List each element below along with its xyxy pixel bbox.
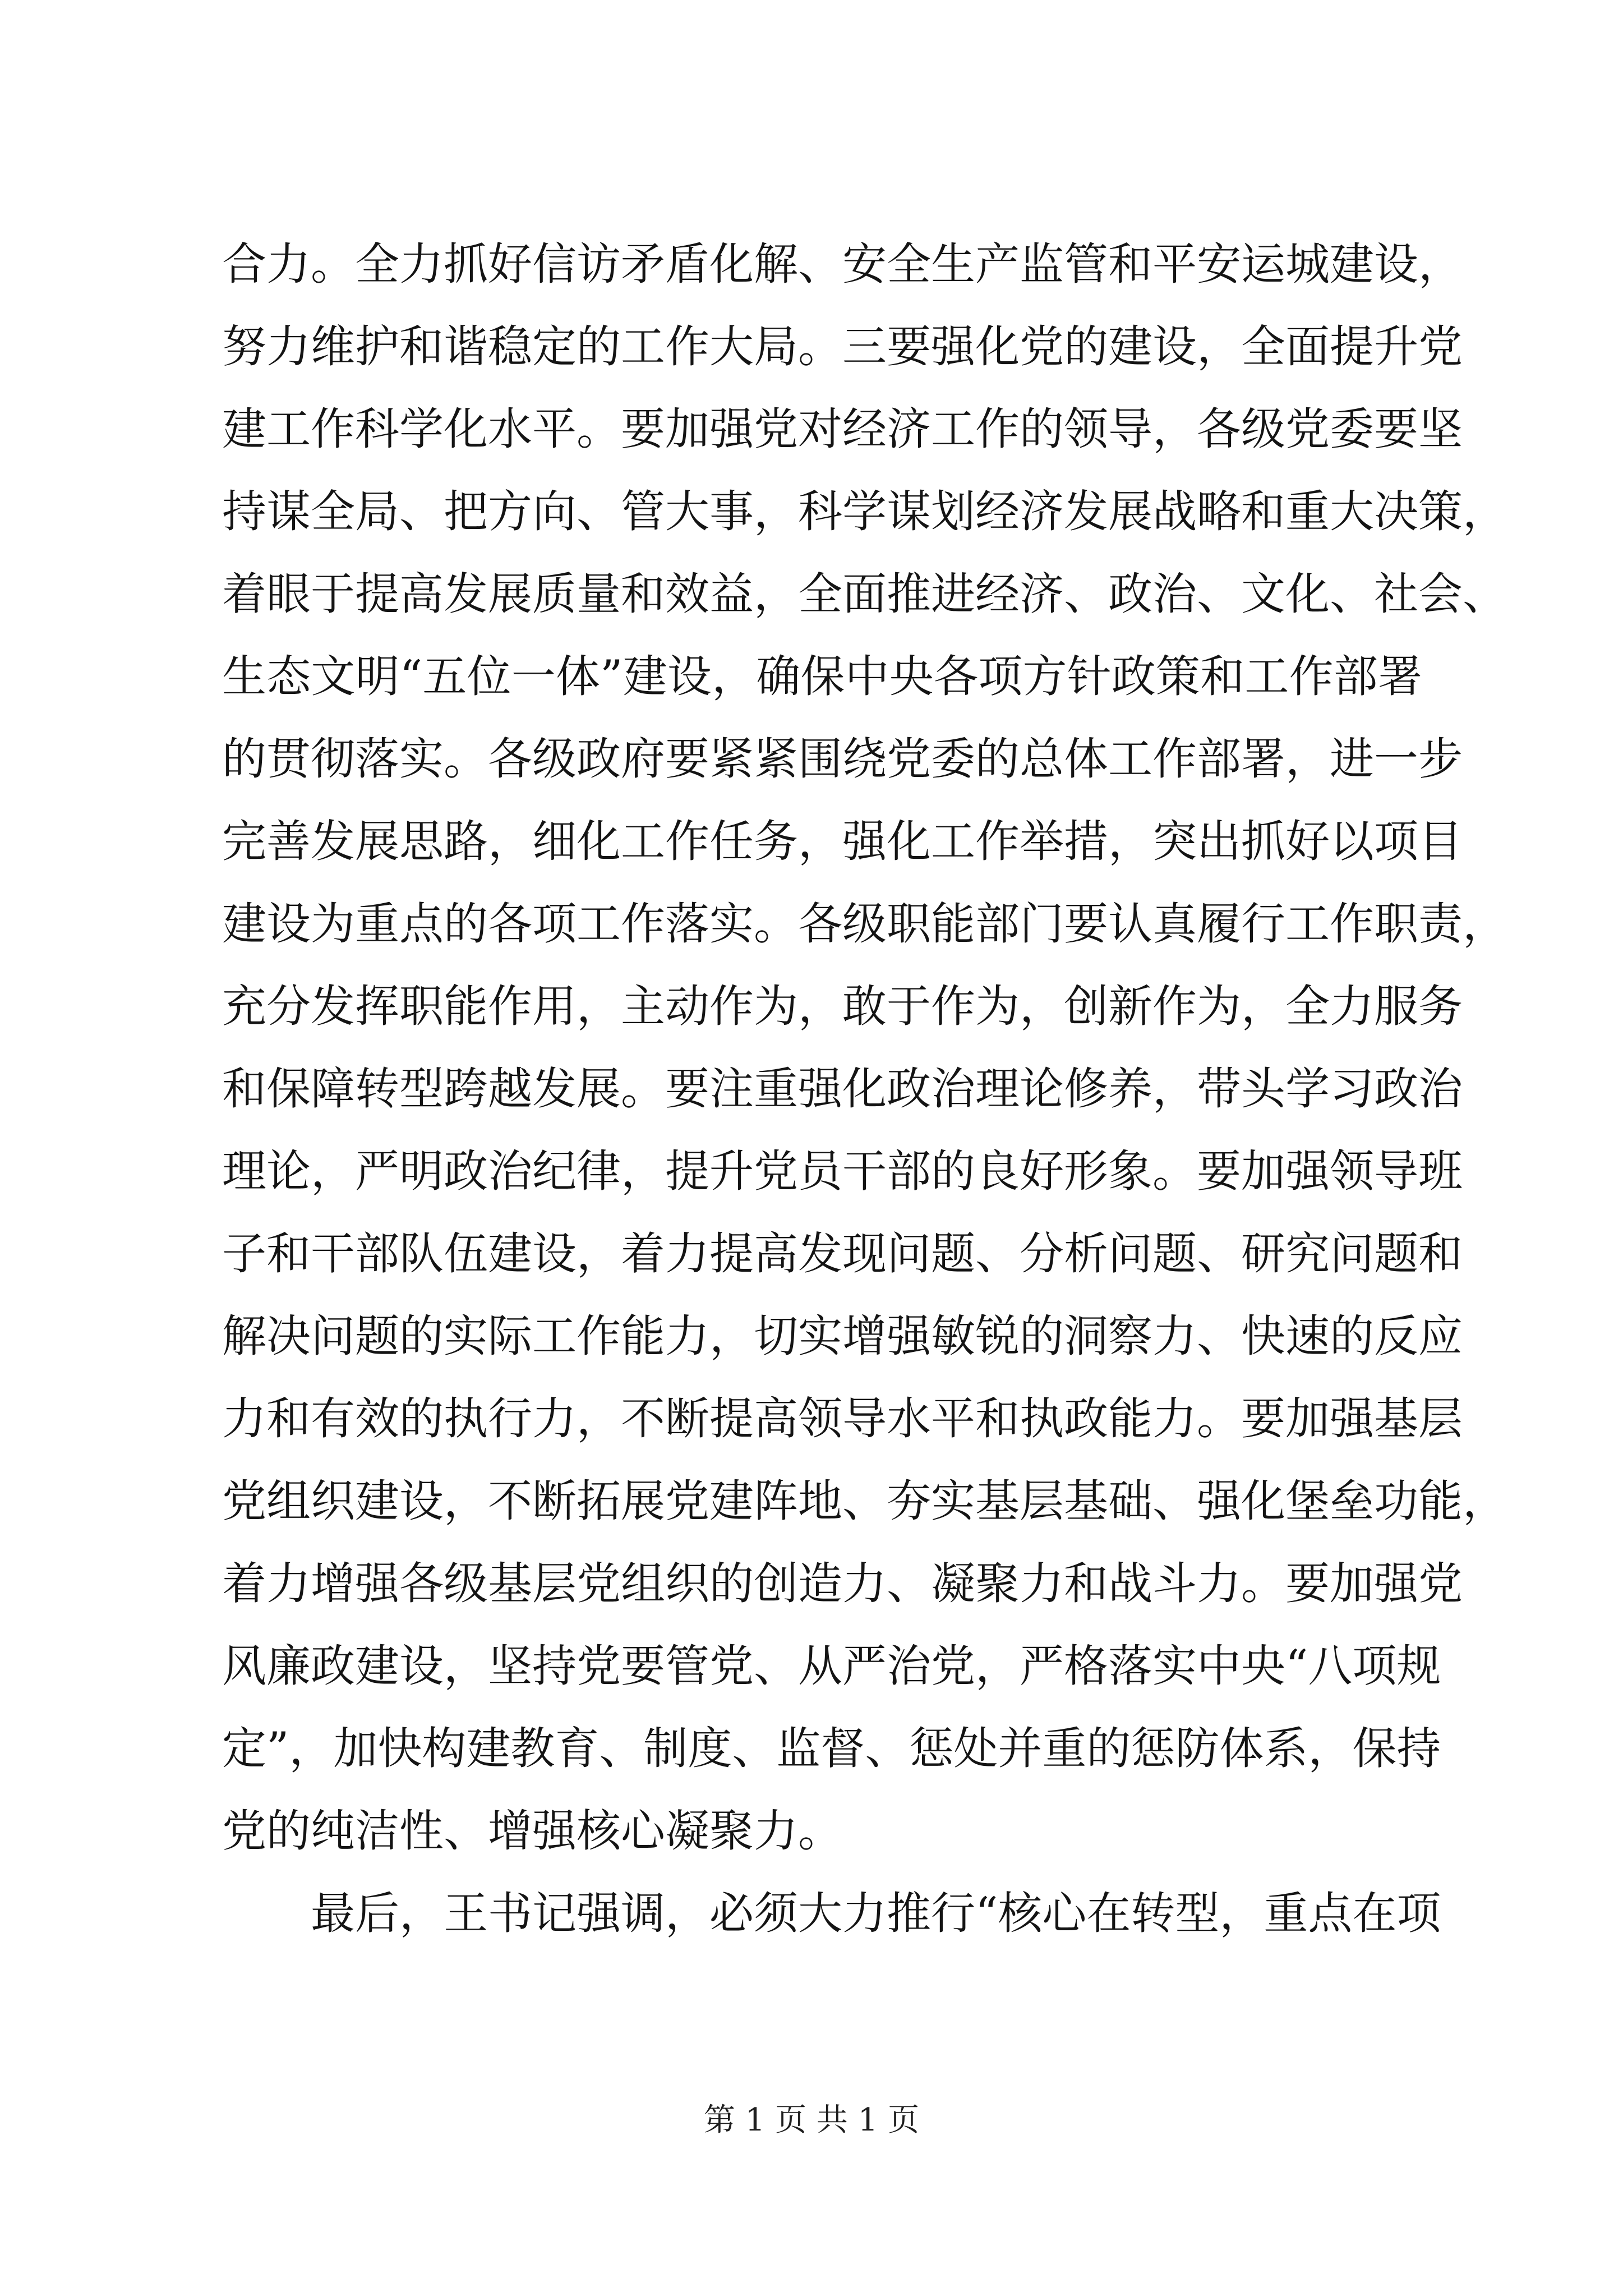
paragraph-end-line: 党的纯洁性、增强核心凝聚力。 bbox=[222, 1805, 842, 1857]
body-text bbox=[222, 223, 1507, 1955]
text-line: 建设为重点的各项工作落实。各级职能部门要认真履行工作职责， bbox=[222, 898, 1507, 950]
text-line: 生态文明“五位一体”建设，确保中央各项方针政策和工作部署 bbox=[222, 651, 1422, 702]
text-line: 合力。全力抓好信访矛盾化解、安全生产监管和平安运城建设， bbox=[222, 238, 1463, 290]
text-line: 力和有效的执行力，不断提高领导水平和执政能力。要加强基层 bbox=[222, 1393, 1463, 1444]
text-line: 着力增强各级基层党组织的创造力、凝聚力和战斗力。要加强党 bbox=[222, 1558, 1463, 1609]
text-line: 的贯彻落实。各级政府要紧紧围绕党委的总体工作部署，进一步 bbox=[222, 733, 1463, 785]
text-line: 理论，严明政治纪律，提升党员干部的良好形象。要加强领导班 bbox=[222, 1145, 1463, 1197]
page-footer: 第 1 页 共 1 页 bbox=[703, 2102, 920, 2138]
text-line: 和保障转型跨越发展。要注重强化政治理论修养，带头学习政治 bbox=[222, 1063, 1463, 1115]
text-line: 党组织建设，不断拓展党建阵地、夯实基层基础、强化堡垒功能， bbox=[222, 1475, 1507, 1527]
text-line: 充分发挥职能作用，主动作为，敢于作为，创新作为，全力服务 bbox=[222, 981, 1463, 1032]
text-line: 着眼于提高发展质量和效益，全面推进经济、政治、文化、社会、 bbox=[222, 568, 1507, 620]
paragraph-start-line: 最后，王书记强调，必须大力推行“核心在转型，重点在项 bbox=[311, 1888, 1441, 1939]
text-line: 风廉政建设，坚持党要管党、从严治党，严格落实中央“八项规 bbox=[222, 1640, 1441, 1692]
text-line: 子和干部队伍建设，着力提高发现问题、分析问题、研究问题和 bbox=[222, 1228, 1463, 1280]
text-line: 完善发展思路，细化工作任务，强化工作举措，突出抓好以项目 bbox=[222, 816, 1463, 867]
text-line: 持谋全局、把方向、管大事，科学谋划经济发展战略和重大决策， bbox=[222, 486, 1507, 537]
text-line: 建工作科学化水平。要加强党对经济工作的领导，各级党委要坚 bbox=[222, 403, 1463, 455]
text-line: 定”，加快构建教育、制度、监督、惩处并重的惩防体系，保持 bbox=[222, 1723, 1441, 1774]
text-line: 解决问题的实际工作能力，切实增强敏锐的洞察力、快速的反应 bbox=[222, 1310, 1463, 1362]
text-line: 努力维护和谐稳定的工作大局。三要强化党的建设，全面提升党 bbox=[222, 321, 1463, 372]
